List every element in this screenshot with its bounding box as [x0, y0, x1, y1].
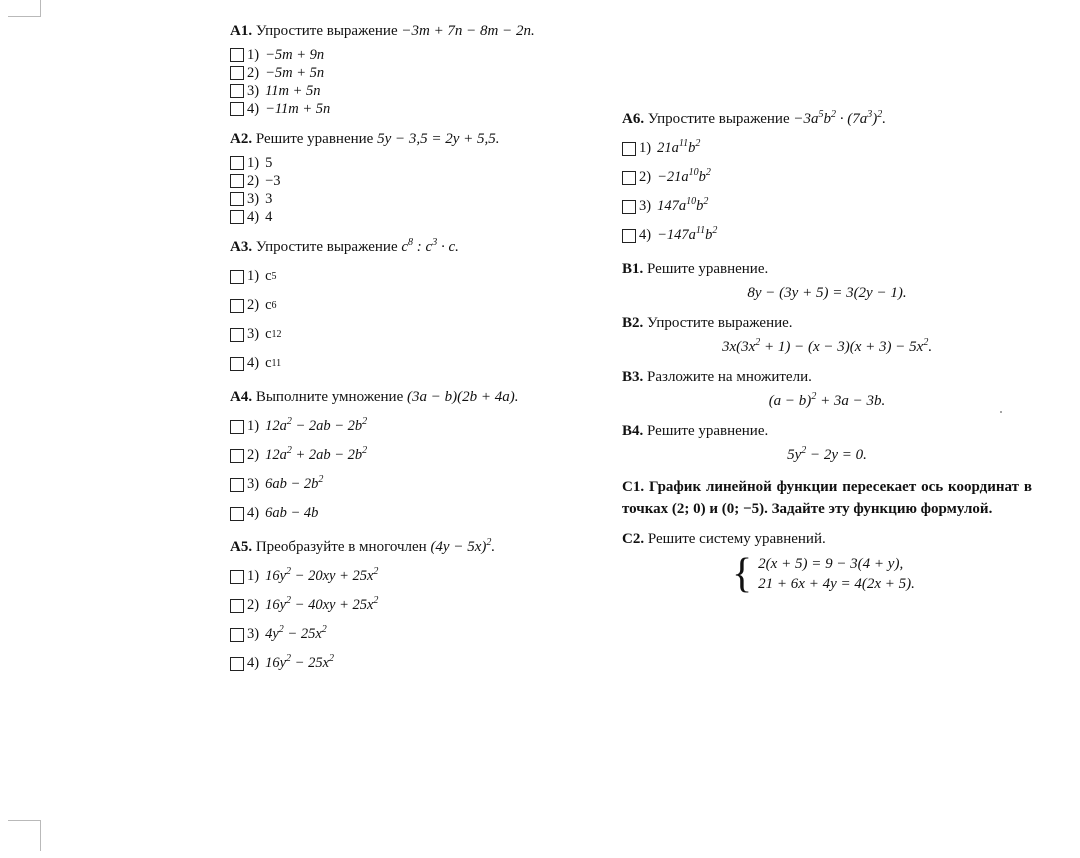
option-a3-2[interactable]: 2) c 6 [230, 291, 590, 320]
task-expression: $c^8$ : $c^3 \cdot c$. [401, 237, 459, 255]
task-text: Упростите выражение. [647, 315, 793, 331]
task-label: A1. [230, 23, 253, 39]
page-corner-mark-top [8, 0, 41, 17]
option-a2-2[interactable]: 2) −3 [230, 172, 590, 190]
task-label: B1. [622, 261, 644, 277]
task-a4 [230, 388, 590, 407]
option-a3-3[interactable]: 3) c 12 [230, 320, 590, 349]
task-label: B4. [622, 423, 644, 439]
task-label: A2. [230, 131, 253, 147]
option-a4-1[interactable]: 1) $12a^2 - 2ab - 2b^2$ [230, 412, 590, 441]
checkbox[interactable] [230, 66, 244, 80]
task-c1 [622, 476, 1032, 520]
option-a4-2[interactable]: 2) $12a^2 + 2ab - 2b^2$ [230, 441, 590, 470]
task-c2 [622, 530, 1032, 549]
right-column [622, 109, 1032, 597]
checkbox[interactable] [230, 478, 244, 492]
checkbox[interactable] [230, 210, 244, 224]
option-a6-2[interactable]: 2) $-21a^{10}b^2$ [622, 163, 1032, 192]
options-a1 [230, 46, 590, 118]
checkbox[interactable] [230, 48, 244, 62]
equation-1: 2(x + 5) = 9 − 3(4 + y), [758, 556, 904, 572]
task-b2 [622, 314, 1032, 333]
page-corner-mark-bottom [8, 820, 41, 851]
option-a2-1[interactable]: 1) 5 [230, 154, 590, 172]
checkbox[interactable] [230, 328, 244, 342]
option-a6-1[interactable]: 1) $21a^{11}b^2$ [622, 134, 1032, 163]
options-a2 [230, 154, 590, 226]
checkbox[interactable] [622, 229, 636, 243]
checkbox[interactable] [230, 507, 244, 521]
task-text: График линейной функции пересекает ось координат в точках (2; 0) и (0; −5). Задайте эту функцию формулой. [622, 479, 1032, 517]
checkbox[interactable] [230, 599, 244, 613]
task-b3 [622, 368, 1032, 387]
task-label: B3. [622, 369, 644, 385]
task-b4 [622, 422, 1032, 441]
option-a1-3[interactable]: 3) 11m + 5n [230, 82, 590, 100]
task-a6 [622, 110, 1032, 129]
checkbox[interactable] [230, 357, 244, 371]
task-text: Решите систему уравнений. [647, 531, 826, 547]
formula-b1: 8y − (3y + 5) = 3(2y − 1). [747, 285, 907, 301]
task-label: B2. [622, 315, 644, 331]
task-expression: (3a − b)(2b + 4a). [407, 389, 519, 405]
option-a4-4[interactable]: 4) 6ab − 4b [230, 499, 590, 528]
option-a2-3[interactable]: 3) 3 [230, 190, 590, 208]
task-a1 [230, 22, 590, 41]
option-a5-2[interactable]: 2) $16y^2 - 40xy + 25x^2$ [230, 591, 590, 620]
options-a6 [622, 134, 1032, 250]
left-column [230, 22, 590, 678]
options-a5 [230, 562, 590, 678]
task-label: C2. [622, 531, 645, 547]
option-a6-4[interactable]: 4) $-147a^{11}b^2$ [622, 221, 1032, 250]
options-a3 [230, 262, 590, 378]
equation-2: 21 + 6x + 4y = 4(2x + 5). [758, 576, 915, 592]
task-a5 [230, 538, 590, 557]
option-a3-4[interactable]: 4) c 11 [230, 349, 590, 378]
task-text: Разложите на множители. [647, 369, 812, 385]
task-expression: $(4y - 5x)^2$. [430, 537, 496, 555]
checkbox[interactable] [230, 174, 244, 188]
checkbox[interactable] [622, 200, 636, 214]
task-label: A4. [230, 389, 253, 405]
task-text: Преобразуйте в многочлен [255, 539, 431, 555]
task-b1 [622, 260, 1032, 279]
option-a6-3[interactable]: 3) $147a^{10}b^2$ [622, 192, 1032, 221]
formula-b4: $5y^2 - 2y = 0$. [787, 445, 867, 463]
checkbox[interactable] [622, 142, 636, 156]
option-a5-3[interactable]: 3) $4y^2 - 25x^2$ [230, 620, 590, 649]
checkbox[interactable] [230, 657, 244, 671]
option-a3-1[interactable]: 1) c 5 [230, 262, 590, 291]
task-label: A5. [230, 539, 253, 555]
checkbox[interactable] [230, 156, 244, 170]
task-label: C1. [622, 479, 645, 495]
options-a4 [230, 412, 590, 528]
checkbox[interactable] [230, 570, 244, 584]
task-text: Решите уравнение. [647, 423, 769, 439]
checkbox[interactable] [230, 270, 244, 284]
formula-b2: $3x(3x^2 + 1) - (x - 3)(x + 3) - 5x^2$. [721, 337, 933, 355]
option-a4-3[interactable]: 3) $6ab - 2b^2$ [230, 470, 590, 499]
task-a2 [230, 130, 590, 149]
task-a3 [230, 238, 590, 257]
task-label: A3. [230, 239, 253, 255]
checkbox[interactable] [622, 171, 636, 185]
option-a5-1[interactable]: 1) $16y^2 - 20xy + 25x^2$ [230, 562, 590, 591]
task-label: A6. [622, 111, 645, 127]
task-expression: −3m + 7n − 8m − 2n. [401, 23, 535, 39]
formula-b3: $(a - b)^2 + 3a - 3b$. [768, 391, 886, 409]
option-a2-4[interactable]: 4) 4 [230, 208, 590, 226]
task-text: Решите уравнение. [647, 261, 769, 277]
task-expression: 5y − 3,5 = 2y + 5,5. [377, 131, 500, 147]
brace-icon: { [732, 551, 753, 597]
task-text: Решите уравнение [255, 131, 378, 147]
option-a1-2[interactable]: 2) −5m + 5n [230, 64, 590, 82]
checkbox[interactable] [230, 102, 244, 116]
task-expression: $-3a^5b^2 \cdot (7a^3)^2$. [793, 109, 886, 127]
checkbox[interactable] [230, 299, 244, 313]
option-a1-4[interactable]: 4) −11m + 5n [230, 100, 590, 118]
task-text: Выполните умножение [255, 389, 407, 405]
checkbox[interactable] [230, 420, 244, 434]
task-text: Упростите выражение [255, 239, 402, 255]
task-text: Упростите выражение [647, 111, 794, 127]
checkbox[interactable] [230, 192, 244, 206]
option-a5-4[interactable]: 4) $16y^2 - 25x^2$ [230, 649, 590, 678]
equation-system [732, 551, 1032, 597]
task-text: Упростите выражение [255, 23, 402, 39]
checkbox[interactable] [230, 628, 244, 642]
checkbox[interactable] [230, 84, 244, 98]
option-a1-1[interactable]: 1) −5m + 9n [230, 46, 590, 64]
checkbox[interactable] [230, 449, 244, 463]
